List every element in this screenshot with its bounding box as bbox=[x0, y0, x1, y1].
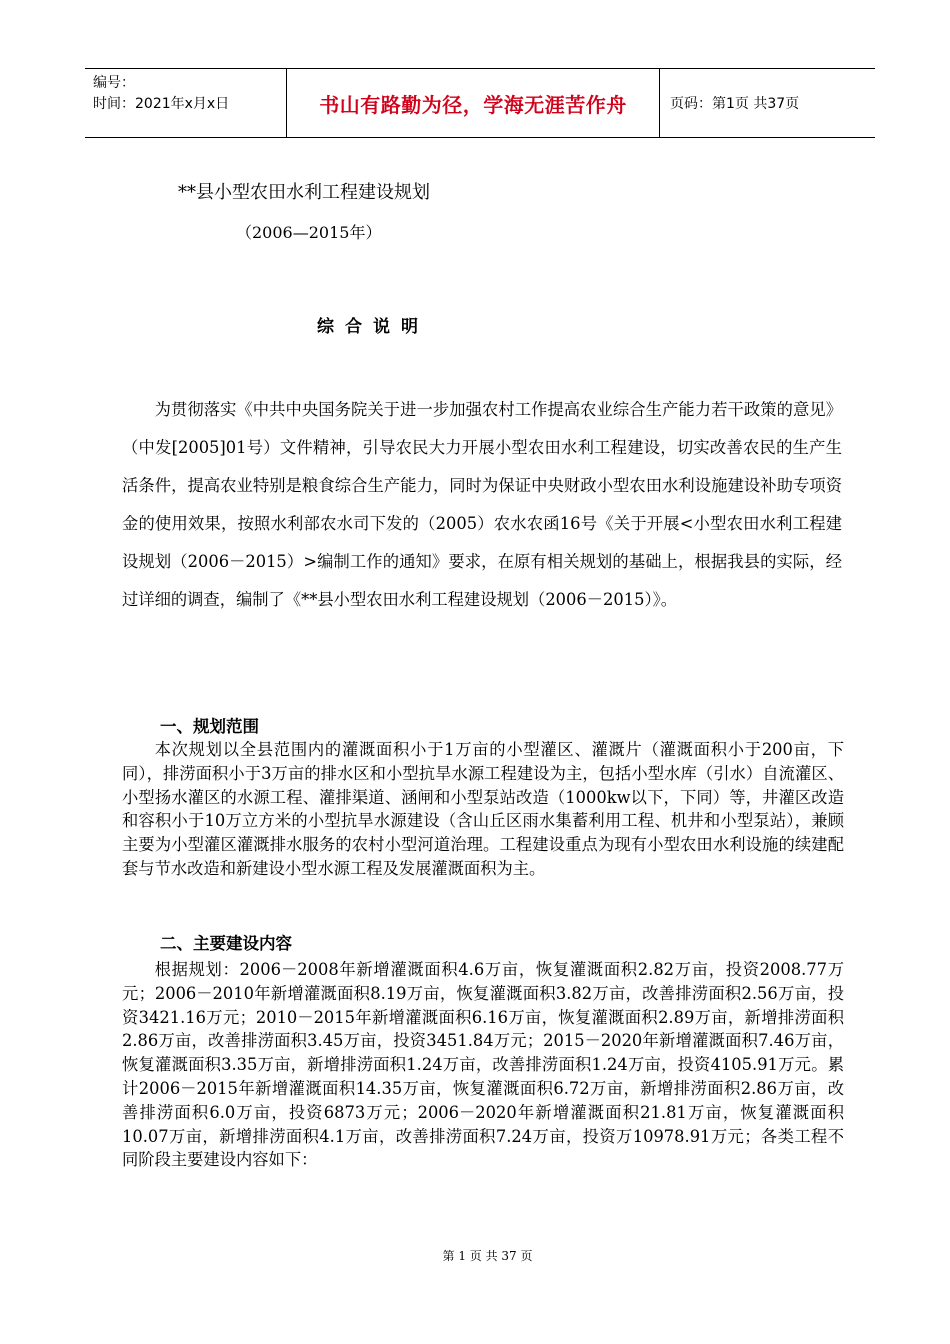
code-label: 编号： bbox=[93, 75, 135, 91]
section-title: 综合说明 bbox=[317, 317, 429, 337]
header-table bbox=[85, 68, 875, 138]
page-footer: 第 1 页 共 37 页 bbox=[442, 1249, 533, 1263]
section-heading-content: 二、主要建设内容 bbox=[160, 934, 292, 953]
header-right-cell bbox=[660, 69, 875, 137]
motto-text: 书山有路勤为径，学海无涯苦作舟 bbox=[319, 92, 627, 117]
section-heading-scope: 一、规划范围 bbox=[160, 717, 259, 736]
document-title: **县小型农田水利工程建设规划 bbox=[178, 182, 430, 203]
document-years: （2006—2015年） bbox=[236, 223, 382, 242]
header-middle-cell bbox=[286, 69, 660, 137]
intro-paragraph: 为贯彻落实《中共中央国务院关于进一步加强农村工作提高农业综合生产能力若干政策的意见》（中发[2005]01号）文件精神，引导农民大力开展小型农田水利工程建设，切实改善农民的生产生活条件，提高农业特别是粮食综合生产能力，同时为保证中央财政小型农田水利设施建设补助专项资金的使用效果，按照水利部农水司下发的（2005）农水农函16号《关于开展<小型农田水利工程建设规划（2006－2015）>编制工作的通知》要求，在原有相关规划的基础上，根据我县的实际，经过详细的调查，编制了《**县小型农田水利工程建设规划（2006－2015）》。 bbox=[122, 400, 842, 609]
time-label: 时间：2021年x月x日 bbox=[93, 96, 230, 112]
header-left-cell bbox=[85, 69, 286, 137]
section-body-scope: 本次规划以全县范围内的灌溉面积小于1万亩的小型灌区、灌溉片（灌溉面积小于200亩，下同），排涝面积小于3万亩的排水区和小型抗旱水源工程建设为主，包括小型水库（引水）自流灌区、小型扬水灌区的水源工程、灌排渠道、涵闸和小型泵站改造（1000kw以下，下同）等，井灌区改造和容积小于10万立方米的小型抗旱水源建设（含山丘区雨水集蓄利用工程、机井和小型泵站），兼顾主要为小型灌区灌溉排水服务的农村小型河道治理。工程建设重点为现有小型农田水利设施的续建配套与节水改造和新建设小型水源工程及发展灌溉面积为主。 bbox=[122, 740, 844, 878]
section-body-content: 根据规划：2006－2008年新增灌溉面积4.6万亩，恢复灌溉面积2.82万亩，投资2008.77万元；2006－2010年新增灌溉面积8.19万亩，恢复灌溉面积3.82万亩，改善排涝面积2.56万亩，投资3421.16万元；2010－2015年新增灌溉面积6.16万亩，恢复灌溉面积2.89万亩，新增排涝面积2.86万亩，改善排涝面积3.45万亩，投资3451.84万元；2015－2020年新增灌溉面积7.46万亩，恢复灌溉面积3.35万亩，新增排涝面积1.24万亩，改善排涝面积1.24万亩，投资4105.91万元。累计2006－2015年新增灌溉面积14.35万亩，恢复灌溉面积6.72万亩，新增排涝面积2.86万亩，改善排涝面积6.0万亩，投资6873万元；2006－2020年新增灌溉面积21.81万亩，恢复灌溉面积10.07万亩，新增排涝面积4.1万亩，改善排涝面积7.24万亩，投资万10978.91万元；各类工程不同阶段主要建设内容如下： bbox=[122, 960, 844, 1170]
page-label: 页码：第1页 共37页 bbox=[670, 96, 800, 112]
